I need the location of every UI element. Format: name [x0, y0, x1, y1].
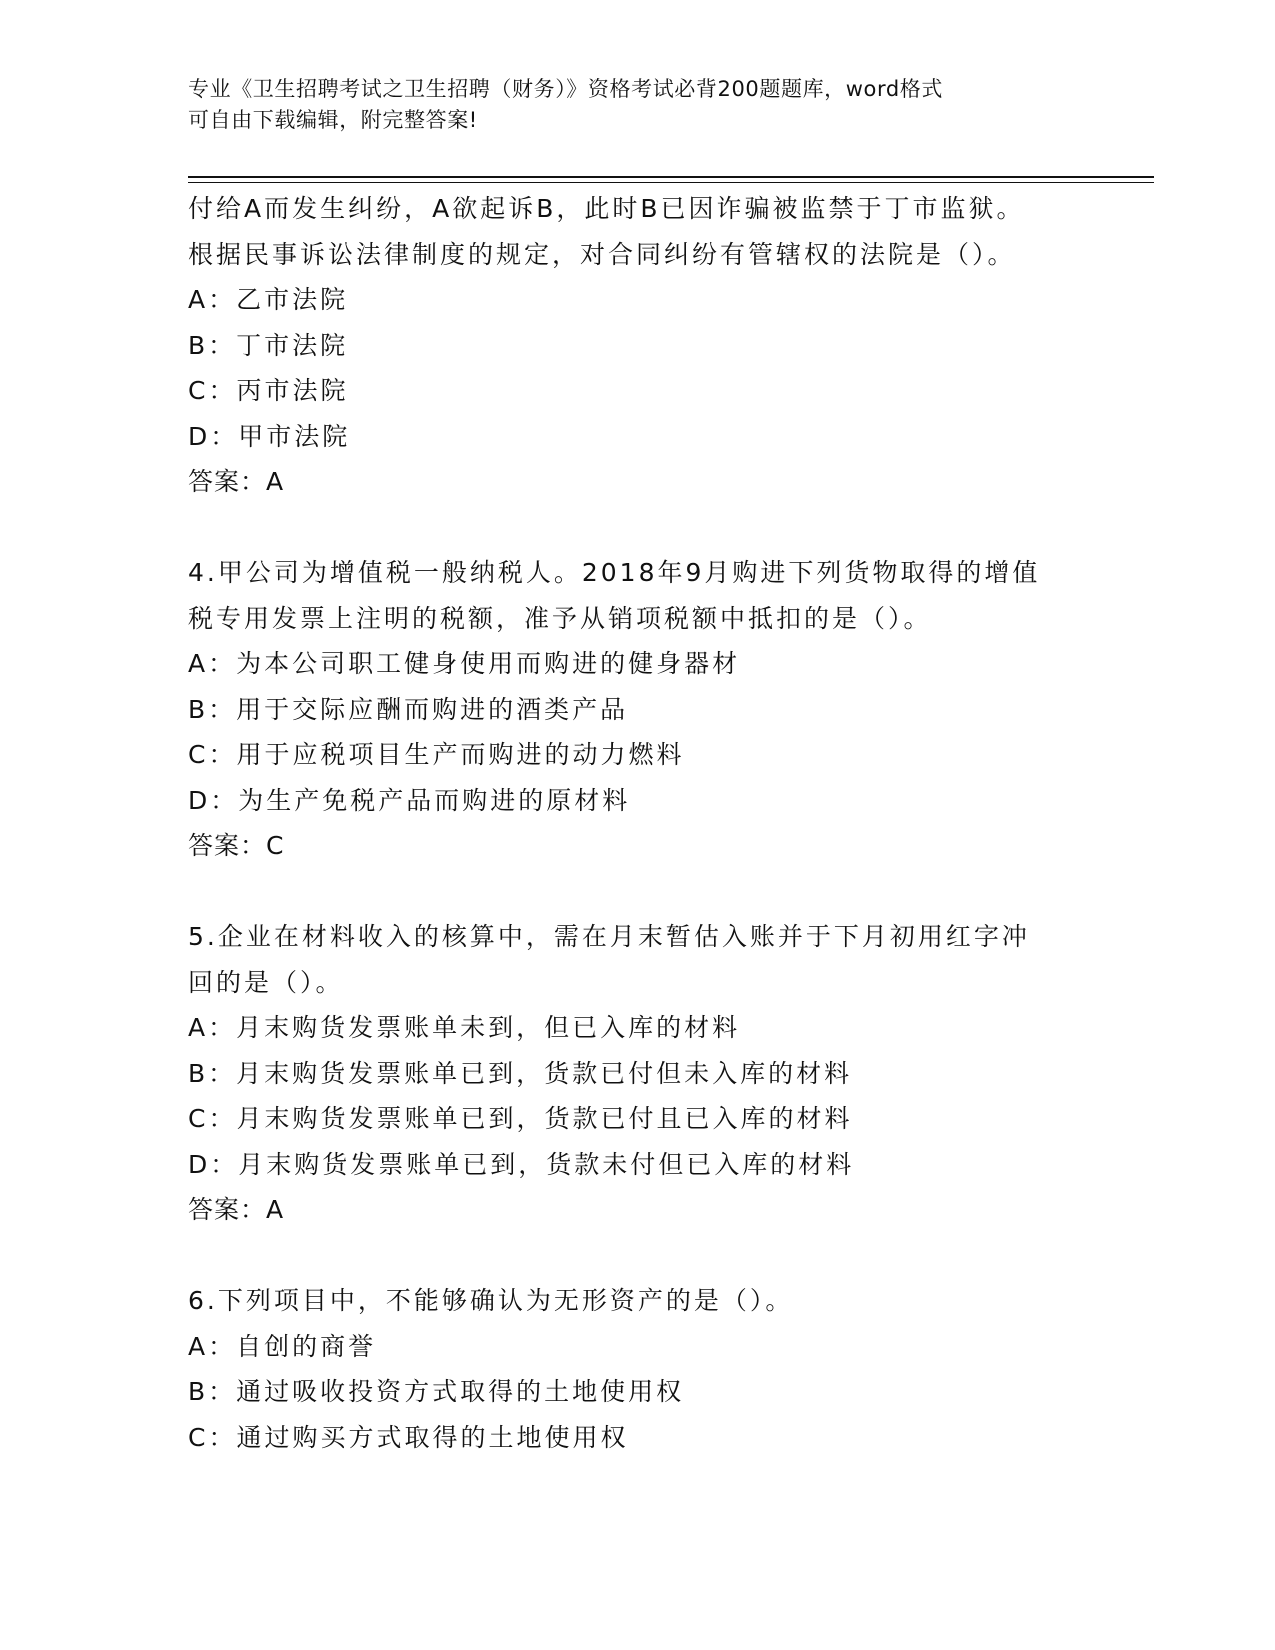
spacer	[188, 869, 1154, 915]
question-6-option-b: B：通过吸收投资方式取得的土地使用权	[188, 1377, 685, 1406]
question-5-option-a: A：月末购货发票账单未到，但已入库的材料	[188, 1013, 741, 1042]
question-6-block	[188, 1278, 1154, 1460]
question-4-answer: 答案：C	[188, 831, 285, 860]
question-3-option-c: C：丙市法院	[188, 376, 349, 405]
question-3-option-d: D：甲市法院	[188, 421, 351, 451]
question-5-option-b: B：月末购货发票账单已到，货款已付但未入库的材料	[188, 1058, 853, 1088]
spacer	[188, 1233, 1154, 1279]
question-5-text-line-1: 5.企业在材料收入的核算中，需在月末暂估入账并于下月初用红字冲	[188, 922, 1030, 951]
question-4-text-line-2: 税专用发票上注明的税额，准予从销项税额中抵扣的是（）。	[188, 603, 932, 633]
question-3-text-line-2: 根据民事诉讼法律制度的规定，对合同纠纷有管辖权的法院是（）。	[188, 239, 1016, 269]
question-3-block	[188, 186, 1154, 505]
question-4-block	[188, 550, 1154, 869]
question-5-option-d: D：月末购货发票账单已到，货款未付但已入库的材料	[188, 1149, 855, 1179]
question-3-answer: 答案：A	[188, 467, 285, 496]
question-3-text-line-1: 付给A而发生纠纷，A欲起诉B，此时B已因诈骗被监禁于丁市监狱。	[188, 194, 1025, 223]
question-5-answer: 答案：A	[188, 1195, 285, 1224]
question-content	[188, 186, 1154, 1460]
header-divider-thick	[188, 176, 1154, 178]
question-4-text-line-1: 4.甲公司为增值税一般纳税人。2018年9月购进下列货物取得的增值	[188, 558, 1041, 587]
question-4-option-a: A：为本公司职工健身使用而购进的健身器材	[188, 649, 741, 678]
page-header	[188, 74, 1068, 136]
header-title-line-2: 可自由下载编辑，附完整答案!	[188, 108, 478, 132]
header-divider-thin	[188, 182, 1154, 183]
question-5-text-line-2: 回的是（）。	[188, 967, 344, 997]
header-title-line-1: 专业《卫生招聘考试之卫生招聘（财务）》资格考试必背200题题库，word格式	[188, 77, 943, 101]
question-4-option-b: B：用于交际应酬而购进的酒类产品	[188, 694, 629, 724]
spacer	[188, 505, 1154, 551]
question-6-text-line-1: 6.下列项目中，不能够确认为无形资产的是（）。	[188, 1286, 794, 1315]
question-5-block	[188, 914, 1154, 1233]
question-3-option-a: A：乙市法院	[188, 285, 349, 314]
question-6-option-a: A：自创的商誉	[188, 1331, 377, 1361]
question-4-option-c: C：用于应税项目生产而购进的动力燃料	[188, 740, 685, 769]
question-6-option-c: C：通过购买方式取得的土地使用权	[188, 1422, 629, 1452]
question-3-option-b: B：丁市法院	[188, 330, 349, 360]
question-4-option-d: D：为生产免税产品而购进的原材料	[188, 785, 631, 815]
question-5-option-c: C：月末购货发票账单已到，货款已付且已入库的材料	[188, 1104, 853, 1133]
